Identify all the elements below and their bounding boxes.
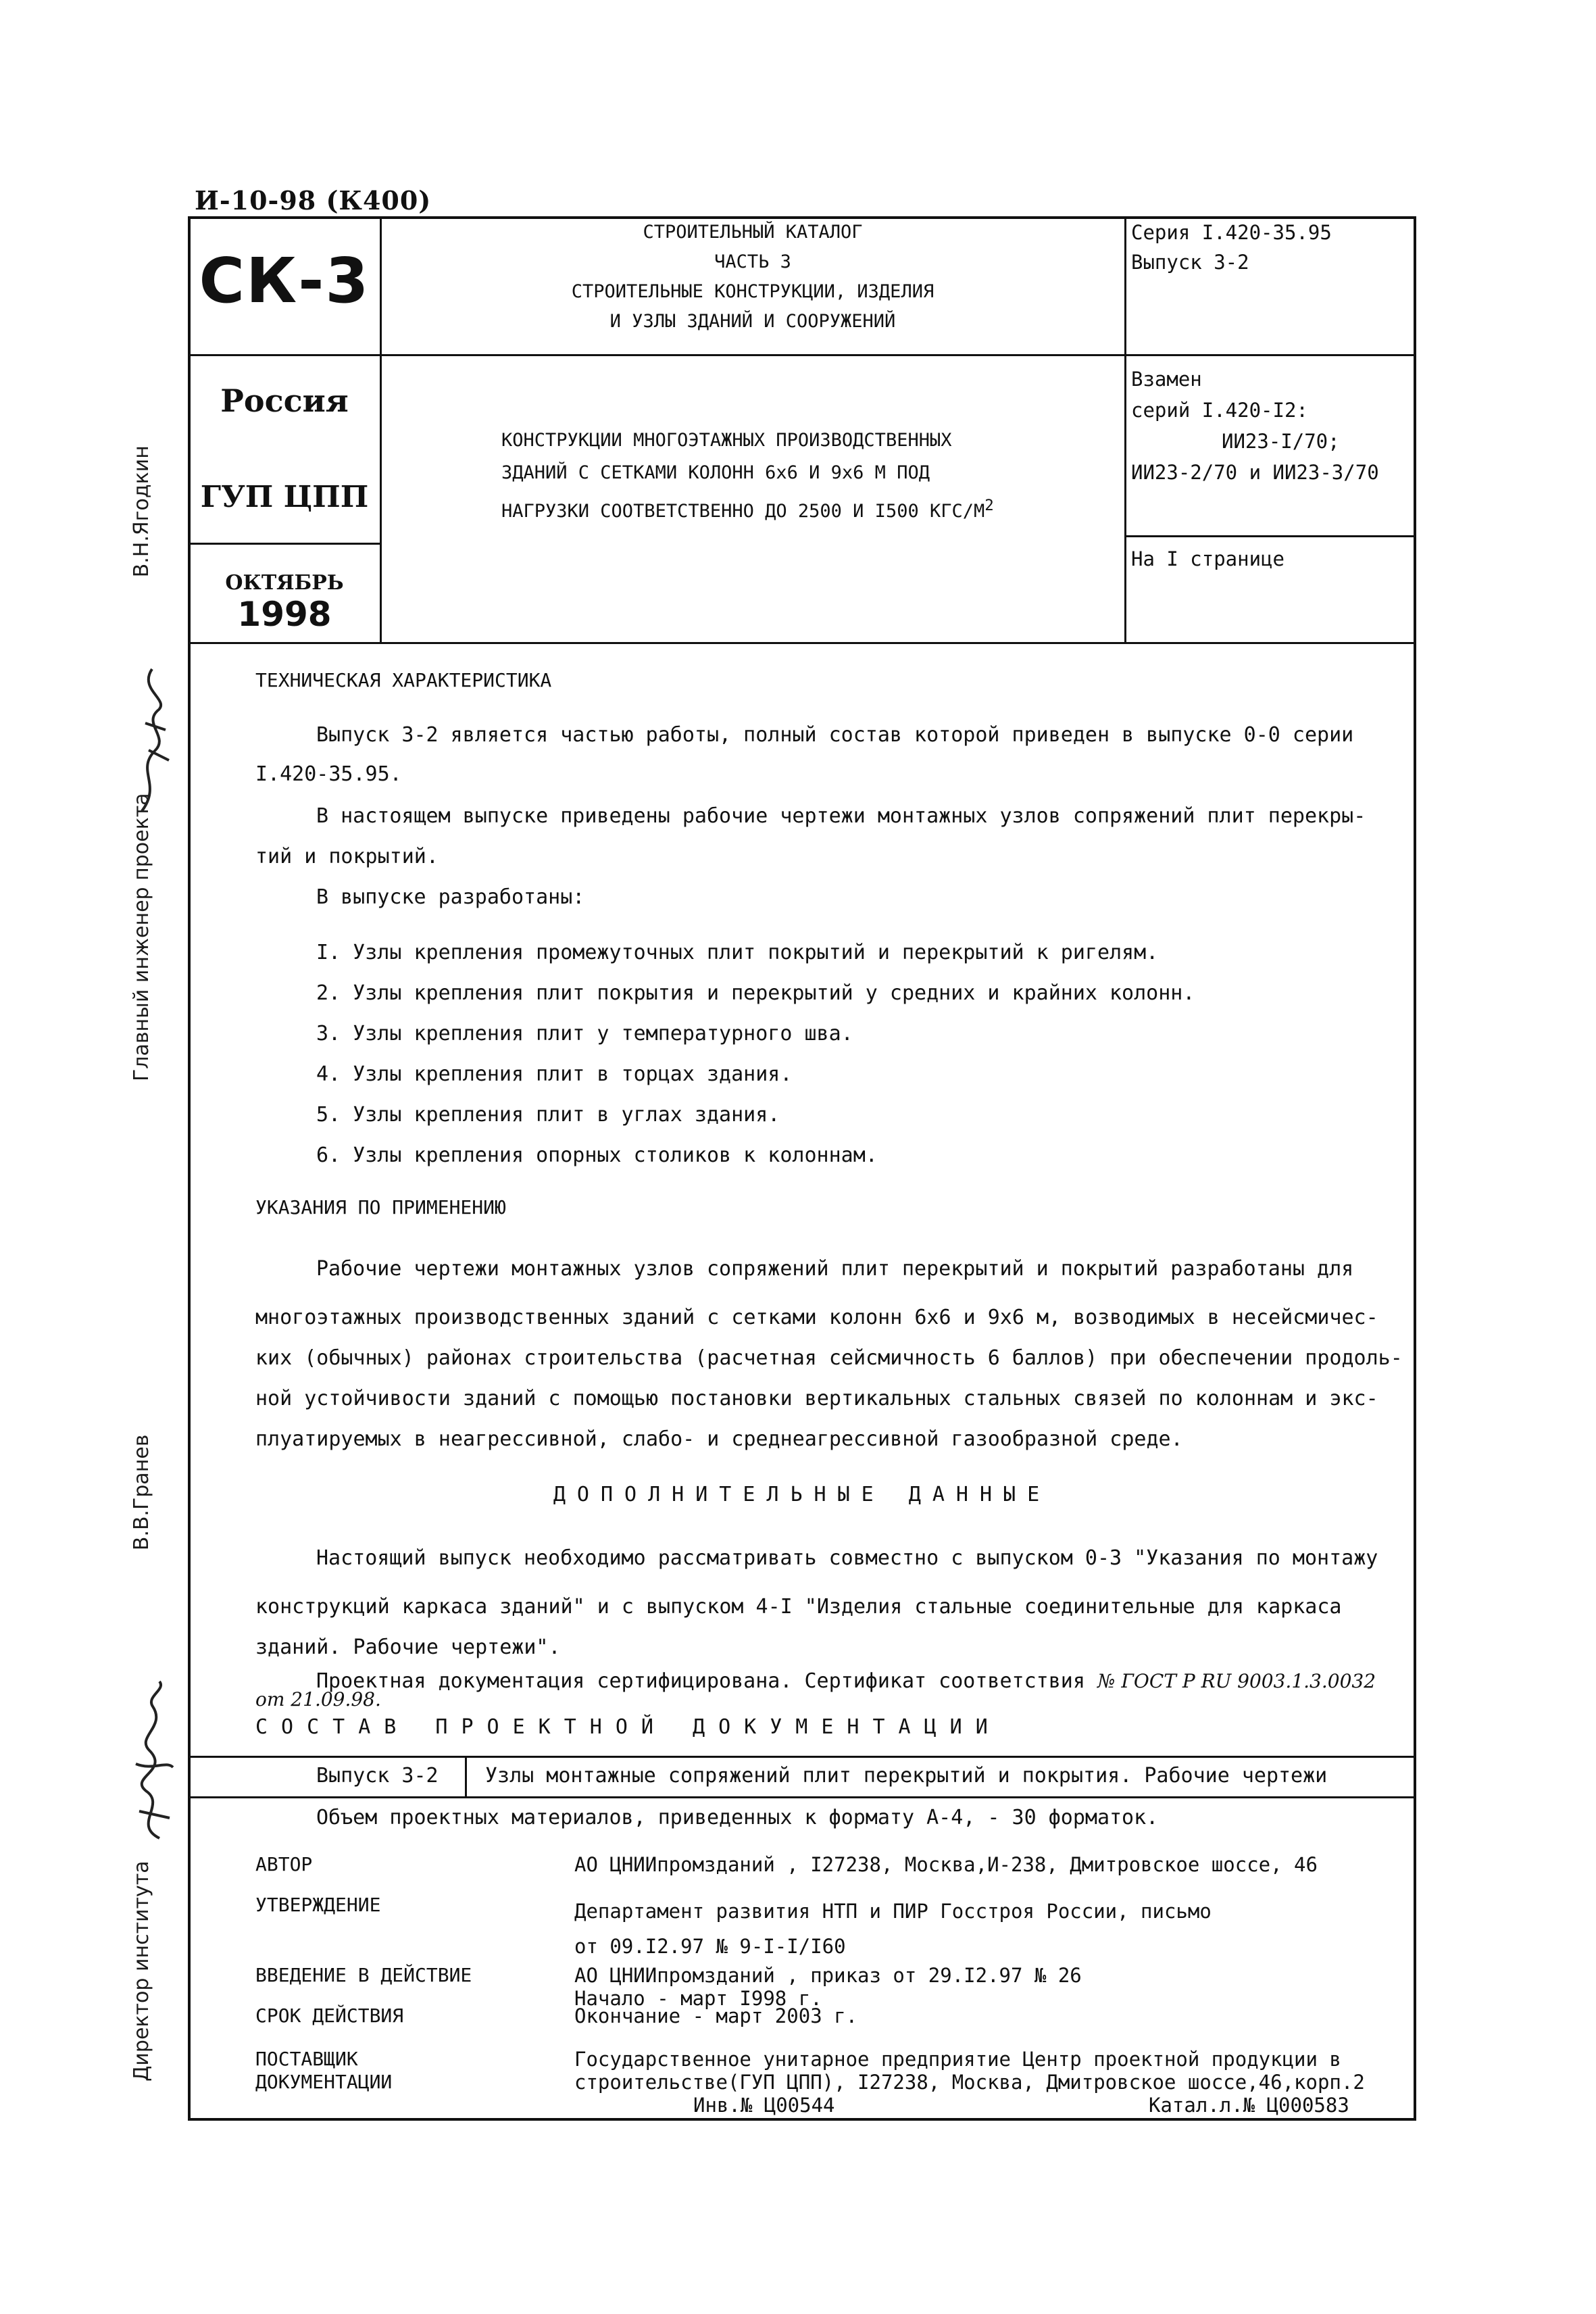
header-row-divider [188,354,1416,356]
inventory-number: Инв.№ Ц00544 [693,2094,835,2117]
usage-paragraph [255,1298,1403,1460]
header-divider-left [380,216,382,643]
supplier-label-line: ДОКУМЕНТАЦИИ [255,2071,393,2093]
author-value: АО ЦНИИпромзданий , I27238, Москва,И-238, Дмитровское шоссе, 46 [574,1853,1318,1876]
organization: ГУП ЦПП [200,480,369,514]
list-item: 3. Узлы крепления плит у температурного шва. [316,1022,853,1045]
approval-line: от 09.I2.97 № 9-I-I/I60 [574,1935,846,1958]
certificate-line [316,1669,1376,1693]
supplier-line: строительстве(ГУП ЦПП), I27238, Москва, Дмитровское шоссе,46,корп.2 [574,2071,1365,2094]
usage-line: ких (обычных) районах строительства (расчетная сейсмичность 6 баллов) при обеспечении продоль- [255,1346,1403,1370]
header-bottom-border [188,642,1416,644]
project-title [501,424,1109,528]
list-item: 5. Узлы крепления плит в углах здания. [316,1103,780,1127]
tech-list [316,933,1195,1176]
extra-heading: ДОПОЛНИТЕЛЬНЫЕ ДАННЫЕ [553,1483,1051,1506]
header-divider-right [1124,216,1126,643]
certificate-number: № ГОСТ Р RU 9003.1.3.0032 [1097,1670,1376,1692]
series-block [1131,218,1332,277]
replace-series: серий I.420-I2: [1131,399,1308,422]
org-date-divider [188,543,381,545]
replace-label: Взамен [1131,368,1202,391]
replace-series: ИИ23-2/70 и ИИ23-3/70 [1131,461,1379,484]
series: Серия I.420-35.95 [1131,221,1332,244]
intro-value: АО ЦНИИпромзданий , приказ от 29.I2.97 № 26 [574,1964,1082,1987]
document-code: И-10-98 (К400) [195,185,432,216]
title-superscript: 2 [984,497,994,514]
composition-cell-divider [465,1756,467,1798]
chief-engineer-name: В.Н.Ягодкин [130,445,153,578]
catalog-sheet-number: Катал.л.№ Ц000583 [1149,2094,1349,2117]
chief-engineer-signature [122,649,182,818]
usage-line: ной устойчивости зданий с помощью постановки вертикальных стальных связей по колоннам и экс- [255,1387,1378,1410]
catalog-code: СК-3 [199,245,370,317]
extra-line: Настоящий выпуск необходимо рассматривать совместно с выпуском 0-3 "Указания по монтажу [316,1546,1378,1570]
catalog-line: СТРОИТЕЛЬНЫЙ КАТАЛОГ [643,222,863,243]
supplier-label [255,2048,392,2094]
approval-label: УТВЕРЖДЕНИЕ [255,1894,381,1916]
composition-issue: Выпуск 3-2 [316,1764,439,1788]
issue-year: 1998 [237,595,332,634]
supplier-label-line: ПОСТАВЩИК [255,2048,358,2070]
certificate-text: Проектная документация сертифицирована. Сертификат соответствия [316,1669,1085,1693]
tech-paragraph: тий и покрытий. [255,845,439,868]
usage-heading: УКАЗАНИЯ ПО ПРИМЕНЕНИЮ [255,1196,506,1218]
pages-count: На I странице [1131,547,1285,570]
tech-paragraph: Выпуск 3-2 является частью работы, полный состав которой приведен в выпуске 0-0 серии [316,723,1354,747]
composition-description: Узлы монтажные сопряжений плит перекрытий и покрытия. Рабочие чертежи [485,1764,1328,1788]
director-signature [119,1676,186,1845]
issue-month: ОКТЯБРЬ [225,571,344,595]
issue: Выпуск 3-2 [1131,251,1249,274]
tech-paragraph: В выпуске разработаны: [316,885,585,909]
replacement-block [1131,364,1408,488]
tech-paragraph: В настоящем выпуске приведены рабочие чертежи монтажных узлов сопряжений плит перекры- [316,804,1366,828]
list-item: 4. Узлы крепления плит в торцах здания. [316,1062,793,1086]
catalog-line: ЧАСТЬ 3 [714,251,791,272]
supplier-value [574,2048,1365,2094]
term-end: Окончание - март 2003 г. [574,2004,858,2027]
composition-top-border [188,1756,1416,1758]
project-title-line: ЗДАНИЙ С СЕТКАМИ КОЛОНН 6х6 И 9х6 М ПОД [501,462,930,483]
author-label: АВТОР [255,1853,313,1875]
extra-paragraph [255,1587,1341,1668]
intro-label: ВВЕДЕНИЕ В ДЕЙСТВИЕ [255,1964,472,1986]
director-title: Директор института [130,1861,153,2082]
chief-engineer-title: Главный инженер проекта [130,793,153,1081]
country: Россия [220,383,349,419]
composition-bottom-border [188,1796,1416,1798]
list-item: 6. Узлы крепления опорных столиков к колоннам. [316,1143,878,1167]
director-name: В.В.Гранев [130,1434,153,1551]
project-title-line: НАГРУЗКИ СООТВЕТСТВЕННО ДО 2500 И I500 КГС/$М^2$ [501,497,994,522]
certificate-date: от 21.09.98. [255,1688,381,1710]
supplier-line: Государственное унитарное предприятие Центр проектной продукции в [574,2048,1341,2071]
catalog-description [382,218,1123,337]
list-item: 2. Узлы крепления плит покрытия и перекрытий у средних и крайних колонн. [316,981,1195,1005]
usage-line: многоэтажных производственных зданий с сетками колонн 6х6 и 9х6 м, возводимых в несейсмичес- [255,1306,1378,1329]
list-item: I. Узлы крепления промежуточных плит покрытий и перекрытий к ригелям. [316,941,1159,964]
approval-line: Департамент развития НТП и ПИР Госстроя России, письмо [574,1900,1212,1923]
extra-line: зданий. Рабочие чертежи". [255,1635,561,1659]
catalog-line: СТРОИТЕЛЬНЫЕ КОНСТРУКЦИИ, ИЗДЕЛИЯ [571,281,934,302]
tech-heading: ТЕХНИЧЕСКАЯ ХАРАКТЕРИСТИКА [255,669,552,691]
usage-line: плуатируемых в неагрессивной, слабо- и среднеагрессивной газообразной среде. [255,1427,1183,1451]
composition-volume: Объем проектных материалов, приведенных к формату А-4, - 30 форматок. [316,1806,1159,1829]
usage-line: Рабочие чертежи монтажных узлов сопряжений плит перекрытий и покрытий разработаны для [316,1257,1354,1281]
term-label: СРОК ДЕЙСТВИЯ [255,2004,404,2027]
composition-heading: СОСТАВ ПРОЕКТНОЙ ДОКУМЕНТАЦИИ [255,1715,1001,1739]
catalog-line: И УЗЛЫ ЗДАНИЙ И СООРУЖЕНИЙ [609,311,896,332]
project-title-line: КОНСТРУКЦИИ МНОГОЭТАЖНЫХ ПРОИЗВОДСТВЕННЫХ [501,430,952,451]
replace-series: ИИ23-I/70; [1222,430,1340,453]
approval-value [574,1894,1212,1964]
tech-paragraph: I.420-35.95. [255,762,402,786]
extra-line: конструкций каркаса зданий" и с выпуском 4-I "Изделия стальные соединительные для каркаса [255,1595,1342,1619]
term-start: Начало - март I998 г. [574,1987,822,2010]
replace-pages-divider [1124,535,1416,537]
